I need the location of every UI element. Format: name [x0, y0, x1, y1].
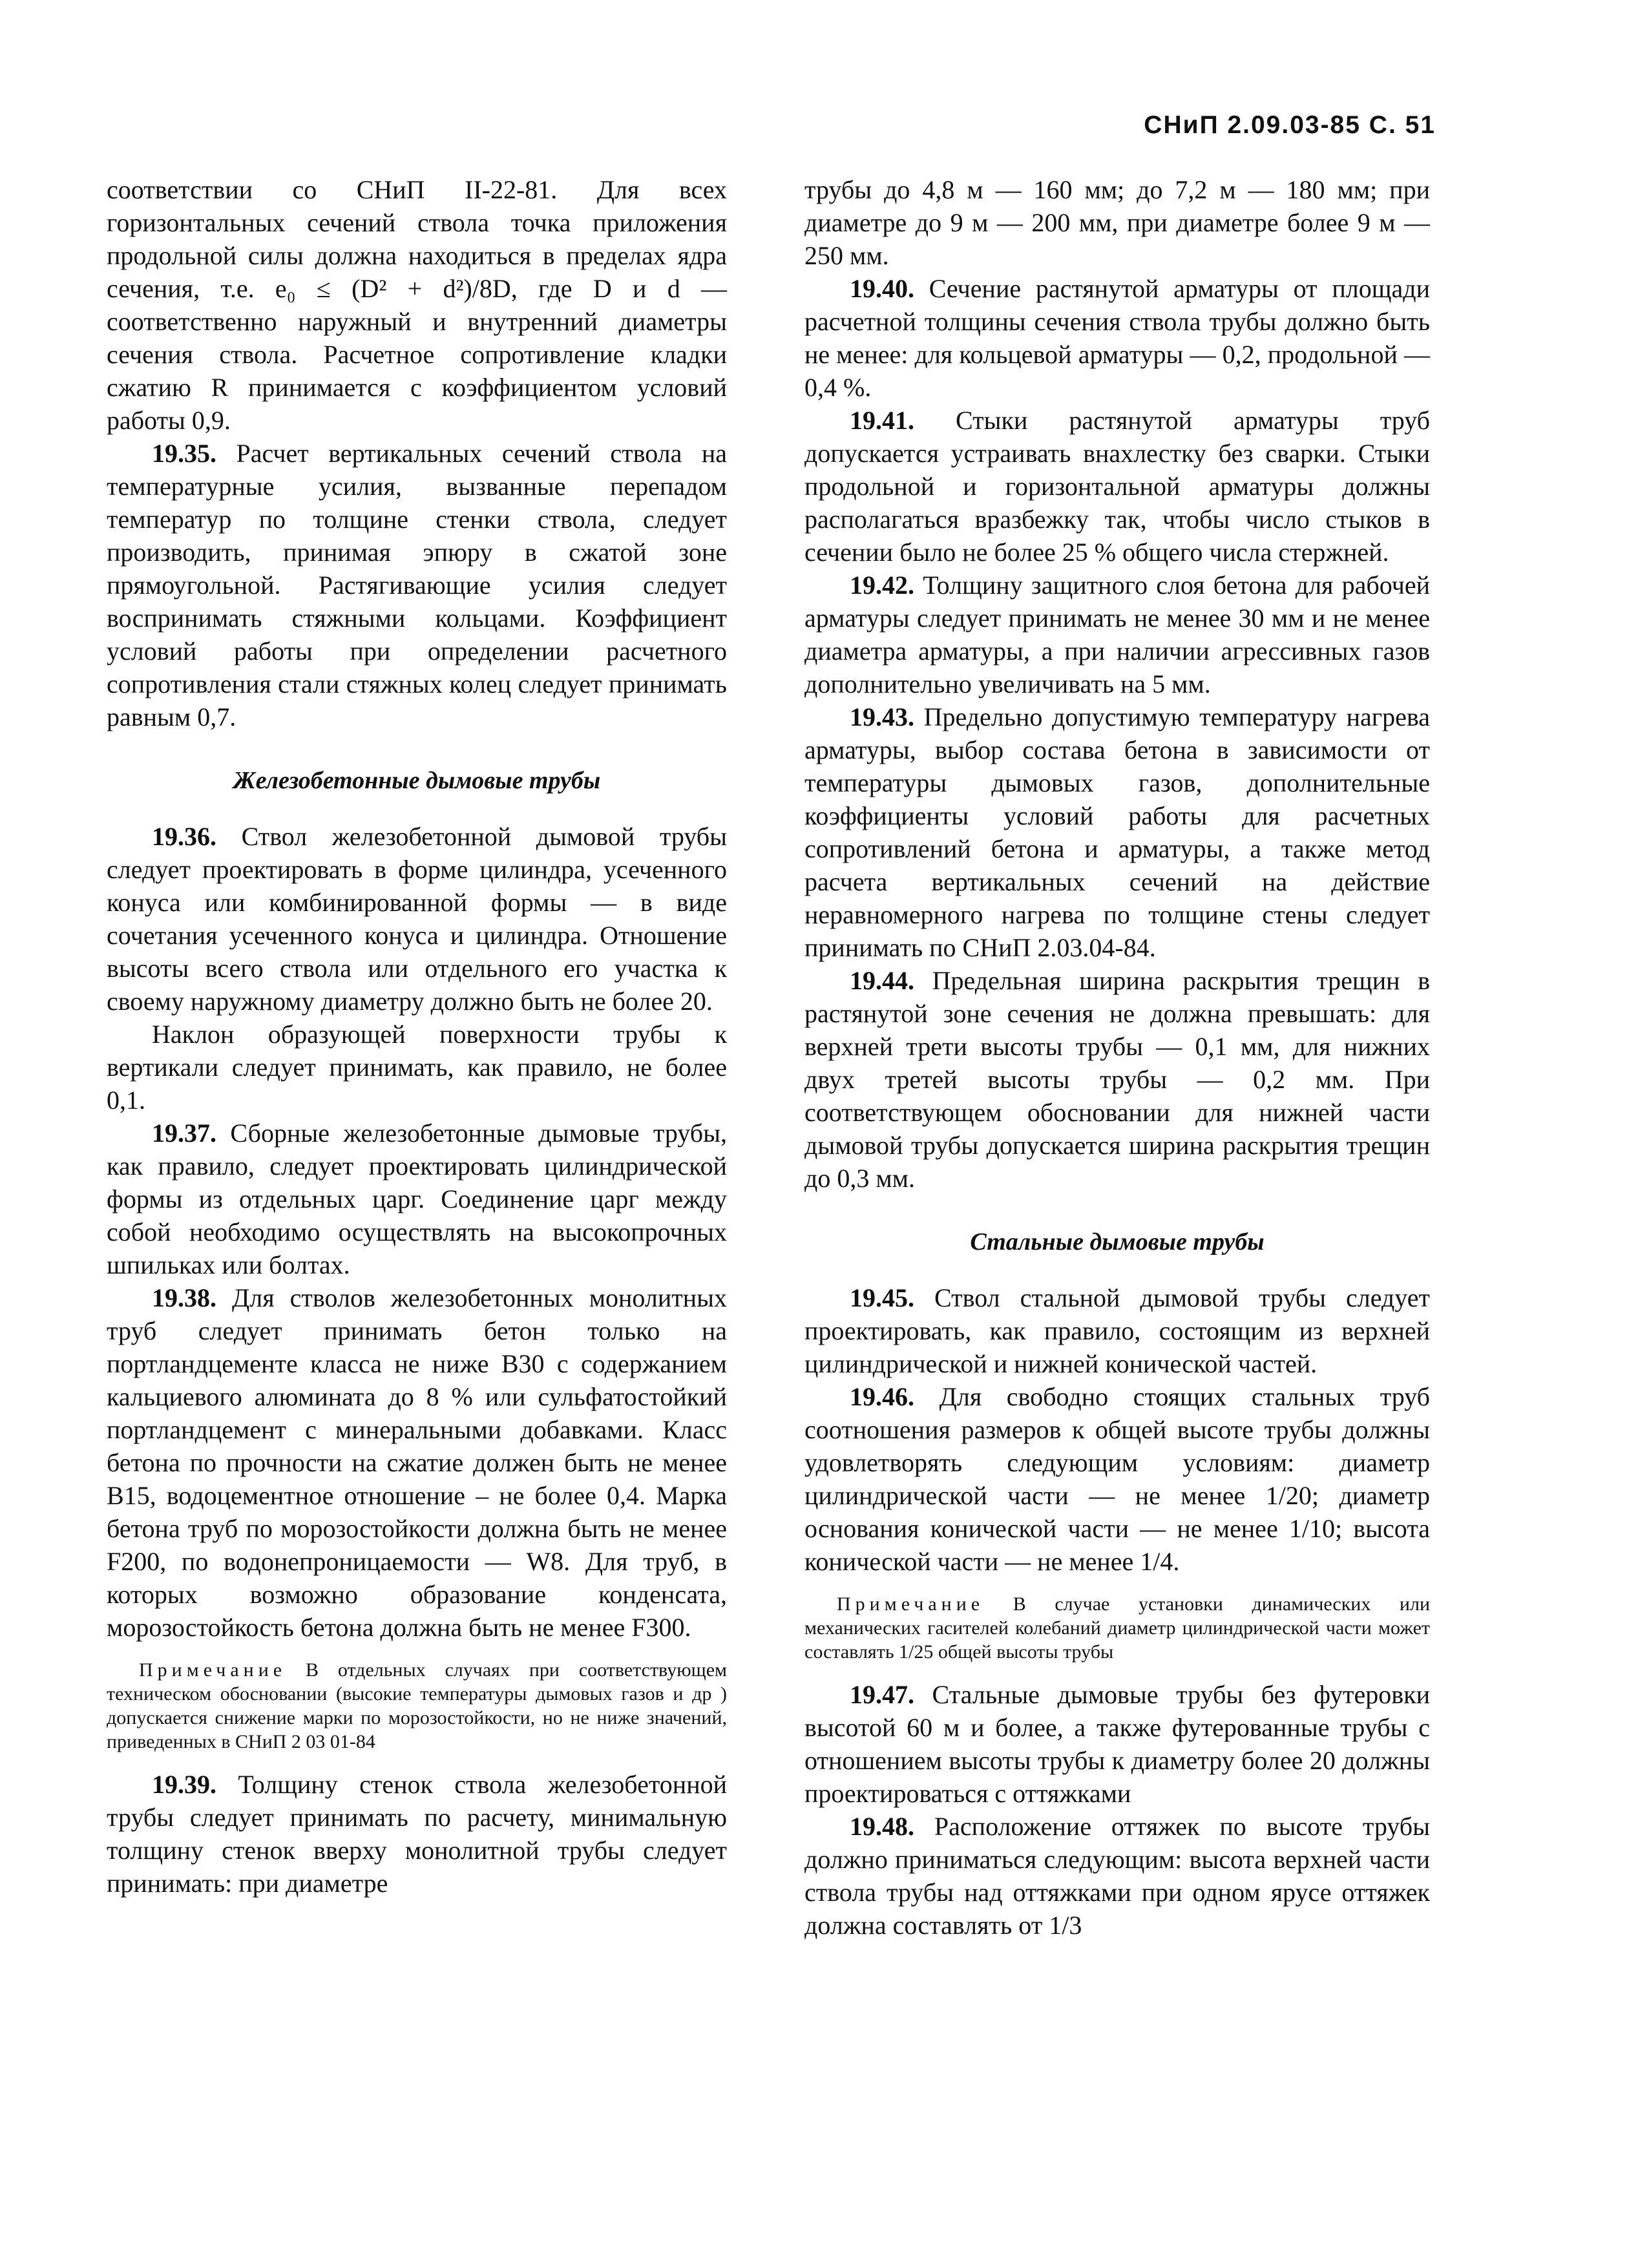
- clause-text: Стальные дымовые трубы без футеровки высотой 60 м и более, а также футерованные трубы с отношением высоты трубы к диаметру более 20 должны проектироваться с оттяжками: [804, 1680, 1430, 1808]
- clause-number: 19.36.: [152, 822, 216, 851]
- clause-number: 19.44.: [850, 966, 914, 995]
- clause-text: Толщину защитного слоя бетона для рабочей арматуры следует принимать не менее 30 мм и не менее диаметра арматуры, а при наличии агрессивных газов дополнительно увеличивать на 5 мм.: [804, 571, 1430, 698]
- running-header: СНиП 2.09.03-85 С. 51: [1144, 111, 1436, 139]
- clause-text: Для стволов железобетонных монолитных труб следует принимать бетон только на портландцементе класса не ниже В30 с содержанием кальциевого алюмината до 8 % или сульфатостойкий портландцемент с минеральными добавками. Класс бетона по прочности на сжатие должен быть не менее В15, водоцементное отношение – не более 0,4. Марка бетона труб по морозостойкости должна быть не менее F200, по водонепроницаемости — W8. Для труб, в которых возможно образование конденсата, морозостойкость бетона должна быть не менее F300.: [107, 1283, 728, 1642]
- clause-19-37: [107, 1117, 727, 1281]
- clause-19-48: [804, 1810, 1430, 1942]
- clause-number: 19.40.: [850, 274, 914, 303]
- clause-number: 19.48.: [850, 1812, 914, 1841]
- clause-text: Ствол железобетонной дымовой трубы следует проектировать в форме цилиндра, усеченного конуса или комбинированной формы — в виде сочетания усеченного конуса и цилиндра. Отношение высоты всего ствола или отдельного его участка к своему наружному диаметру должно быть не более 20.: [107, 822, 727, 1016]
- note-label: Примечание: [837, 1593, 985, 1615]
- paragraph: соответствии со СНиП II-22-81. Для всех горизонтальных сечений ствола точка приложения продольной силы должна находиться в пределах ядра сечения, т.е. e₀ ≤ (D² + d²)/8D, где D и d — соответственно наружный и внутренний диаметры сечения ствола. Расчетное сопротивление кладки сжатию R принимается с коэффициентом условий работы 0,9.: [107, 175, 727, 435]
- paragraph: Наклон образующей поверхности трубы к вертикали следует принимать, как правило, не более 0,1.: [107, 1020, 727, 1115]
- clause-text: Ствол стальной дымовой трубы следует проектировать, как правило, состоящим из верхней цилиндрической и нижней конической частей.: [804, 1283, 1430, 1378]
- clause-text: Сечение растянутой арматуры от площади расчетной толщины сечения ствола трубы должно быть не менее: для кольцевой арматуры — 0,2, продольной — 0,4 %.: [804, 274, 1431, 402]
- clause-number: 19.35.: [152, 439, 216, 468]
- clause-number: 19.39.: [152, 1770, 216, 1799]
- clause-number: 19.42.: [850, 571, 914, 600]
- note-label: Примечание: [139, 1659, 287, 1681]
- clause-text: Для свободно стоящих стальных труб соотношения размеров к общей высоте трубы должны удовлетворять следующим условиям: диаметр цилиндрической части — не менее 1/20; диаметр основания конической части — не менее 1/10; высота конической части — не менее 1/4.: [804, 1382, 1430, 1576]
- clause-19-44: [804, 964, 1430, 1195]
- note-text: В случае установки динамических или механических гасителей колебаний диаметр цилиндрической части может составлять 1/25 общей высоты трубы: [804, 1593, 1431, 1663]
- clause-number: 19.41.: [850, 406, 914, 435]
- clause-number: 19.46.: [850, 1382, 914, 1411]
- clause-text: Предельная ширина раскрытия трещин в растянутой зоне сечения не должна превышать: для верхней трети высоты трубы — 0,1 мм, для нижних двух третей высоты трубы — 0,2 мм. При соответствующем обосновании для нижней части дымовой трубы допускается ширина раскрытия трещин до 0,3 мм.: [804, 966, 1431, 1193]
- clause-number: 19.38.: [152, 1283, 216, 1312]
- clause-text: Стыки растянутой арматуры труб допускается устраивать внахлестку без сварки. Стыки продольной и горизонтальной арматуры должны располагаться вразбежку так, чтобы число стыков в сечении было не более 25 % общего числа стержней.: [804, 406, 1430, 567]
- paragraph: трубы до 4,8 м — 160 мм; до 7,2 м — 180 мм; при диаметре до 9 м — 200 мм, при диаметре более 9 м — 250 мм.: [804, 175, 1430, 270]
- clause-19-35: [107, 437, 727, 733]
- clause-19-36: [107, 820, 727, 1018]
- section-heading-steel: Стальные дымовые трубы: [970, 1228, 1265, 1255]
- note-text: В отдельных случаях при соответствующем техническом обосновании (высокие температуры дымовых газов и др ) допускается снижение марки по морозостойкости, но не ниже значений, приведенных в СНиП 2 03 01-84: [107, 1659, 728, 1752]
- clause-number: 19.37.: [152, 1118, 216, 1148]
- section-heading-reinforced-concrete: Железобетонные дымовые трубы: [233, 767, 601, 794]
- clause-19-41: [804, 404, 1430, 569]
- right-column: [804, 173, 1430, 1942]
- clause-19-47: [804, 1678, 1430, 1810]
- clause-19-42: [804, 569, 1430, 700]
- clause-19-40: [804, 272, 1430, 404]
- clause-19-39: [107, 1768, 727, 1900]
- clause-text: Расчет вертикальных сечений ствола на температурные усилия, вызванные перепадом температур по толщине стенки ствола, следует производить, принимая эпюру в сжатой зоне прямоугольной. Растягивающие усилия следует воспринимать стяжными кольцами. Коэффициент условий работы при определении расчетного сопротивления стали стяжных колец следует принимать равным 0,7.: [107, 439, 728, 731]
- note: [107, 1658, 727, 1754]
- clause-19-43: [804, 700, 1430, 964]
- clause-text: Сборные железобетонные дымовые трубы, как правило, следует проектировать цилиндрической формы из отдельных царг. Соединение царг между собой необходимо осуществлять на высокопрочных шпильках или болтах.: [107, 1118, 728, 1279]
- note: [804, 1592, 1430, 1664]
- clause-19-38: [107, 1281, 727, 1644]
- clause-number: 19.45.: [850, 1283, 914, 1312]
- clause-number: 19.43.: [850, 702, 914, 731]
- clause-19-45: [804, 1281, 1430, 1380]
- clause-number: 19.47.: [850, 1680, 914, 1709]
- left-column: [107, 173, 727, 1900]
- clause-19-46: [804, 1380, 1430, 1578]
- clause-text: Толщину стенок ствола железобетонной трубы следует принимать по расчету, минимальную толщину стенок вверху монолитной трубы следует принимать: при диаметре: [107, 1770, 728, 1898]
- clause-text: Предельно допустимую температуру нагрева арматуры, выбор состава бетона в зависимости от температуры дымовых газов, дополнительные коэффициенты условий работы для расчетных сопротивлений бетона и арматуры, а также метод расчета вертикальных сечений на действие неравномерного нагрева по толщине стены следует принимать по СНиП 2.03.04-84.: [804, 702, 1430, 962]
- clause-text: Расположение оттяжек по высоте трубы должно приниматься следующим: высота верхней части ствола трубы над оттяжками при одном ярусе оттяжек должна составлять от 1/3: [804, 1812, 1430, 1940]
